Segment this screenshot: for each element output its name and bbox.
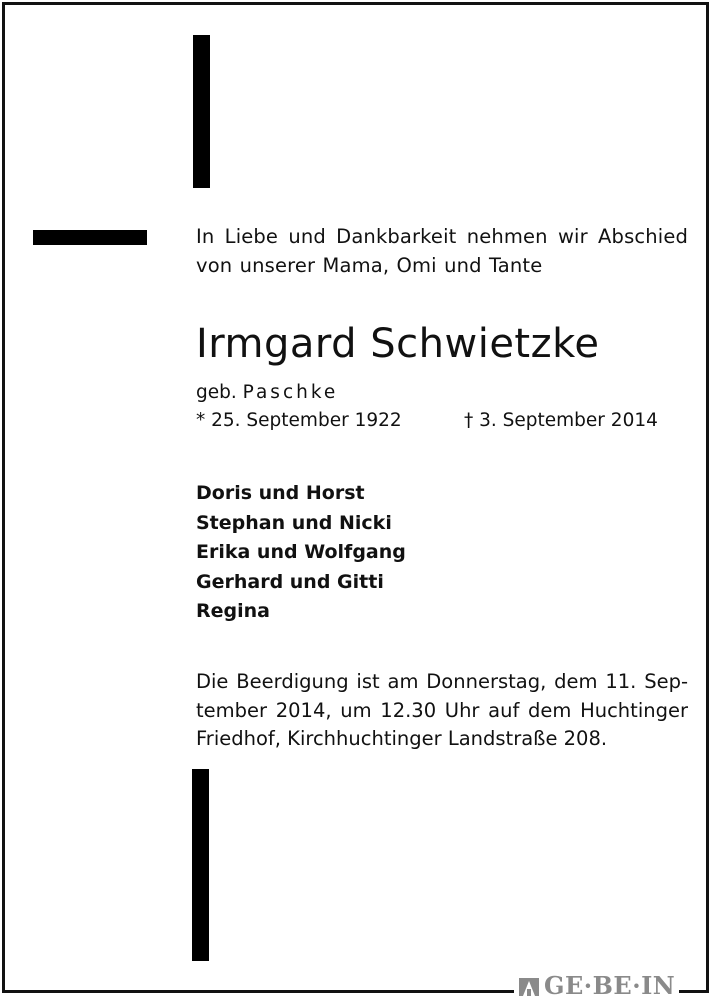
maiden-prefix: geb. bbox=[196, 382, 237, 403]
funeral-line-3: Friedhof, Kirchhuchtinger Landstraße 208. bbox=[196, 727, 608, 750]
mourner-item: Doris und Horst bbox=[196, 482, 365, 504]
intro-line-1: In Liebe und Dankbarkeit nehmen wir Abschied bbox=[196, 225, 688, 248]
funeral-notice bbox=[196, 668, 688, 754]
mourner-item: Gerhard und Gitti bbox=[196, 570, 384, 593]
death-date: † 3. September 2014 bbox=[464, 410, 658, 431]
mourner-item: Regina bbox=[196, 600, 270, 622]
maiden-name: Paschke bbox=[242, 382, 339, 403]
gebein-logo bbox=[514, 972, 679, 1000]
intro-line-2: von unserer Mama, Omi und Tante bbox=[196, 254, 543, 277]
logo-text: GE·BE·IN bbox=[544, 971, 676, 1000]
maiden-name-line bbox=[196, 380, 338, 406]
birth-date: * 25. September 1922 bbox=[196, 410, 402, 431]
logo-mark-icon bbox=[518, 975, 540, 997]
mourner-item: Stephan und Nicki bbox=[196, 511, 392, 534]
cross-upper-bar bbox=[193, 35, 210, 188]
funeral-line-2: tember 2014, um 12.30 Uhr auf dem Huchtinger bbox=[196, 698, 688, 722]
mourner-item: Erika und Wolfgang bbox=[196, 541, 406, 563]
cross-lower-bar bbox=[192, 769, 209, 961]
intro-text bbox=[196, 222, 688, 280]
funeral-line-1: Die Beerdigung ist am Donnerstag, dem 11. Sep- bbox=[196, 670, 688, 693]
deceased-name: Irmgard Schwietzke bbox=[196, 321, 600, 367]
mourners-list bbox=[196, 479, 406, 627]
cross-left-bar bbox=[33, 230, 147, 245]
